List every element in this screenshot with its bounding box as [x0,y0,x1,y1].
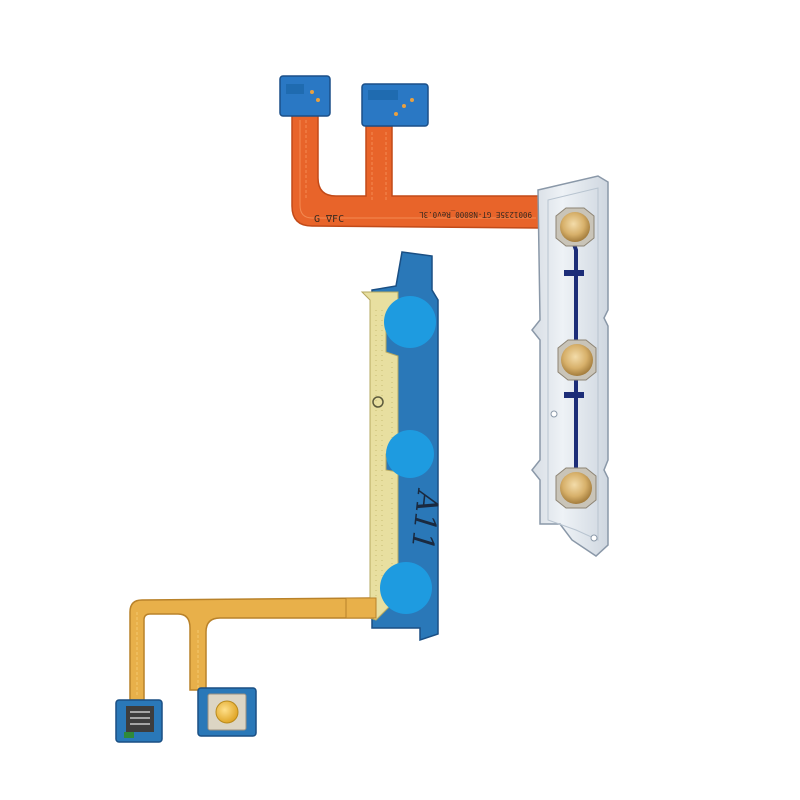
lower-pad-1 [384,296,436,348]
lower-pad-3 [380,562,432,614]
upper-switch-top [556,208,594,246]
upper-cable-part-number: 9001235E GT-N8000_Rev0.3L [419,210,532,219]
lower-pad-2 [386,430,434,478]
upper-left-connector-pad [280,76,330,116]
upper-switch-middle [558,340,596,380]
upper-cable-marks: G ∇FC [314,214,345,225]
upper-switch-bottom [556,468,596,508]
lower-tact-switch-button [216,701,238,723]
lower-board-handwriting: A11 [403,489,445,553]
